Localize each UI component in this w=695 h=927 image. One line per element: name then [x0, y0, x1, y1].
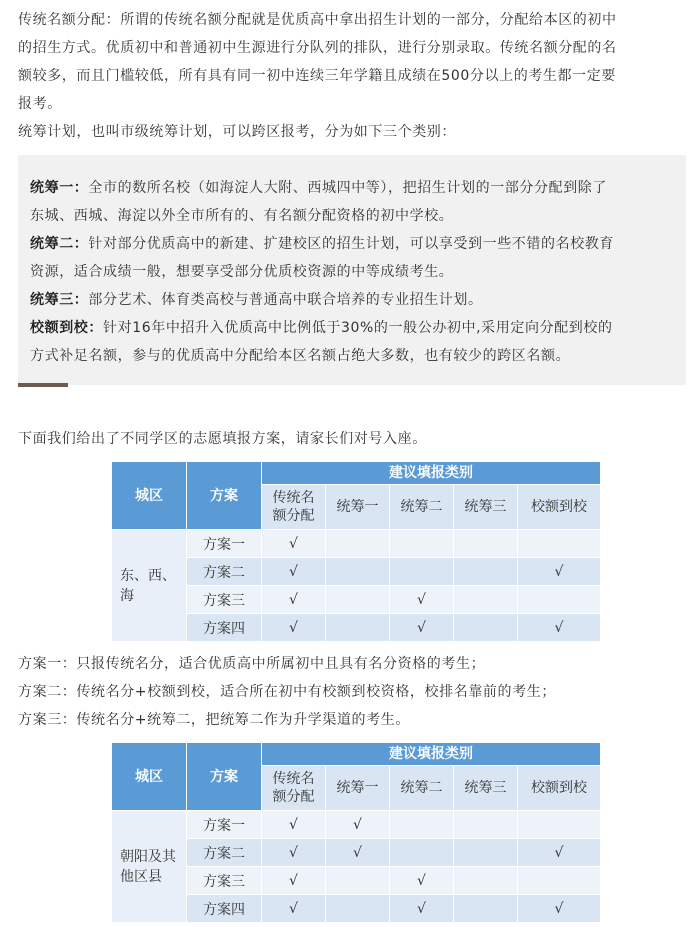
check-mark: √ [518, 558, 600, 585]
plan-cell: 方案四 [187, 614, 261, 641]
check-mark [454, 530, 517, 557]
check-mark [454, 558, 517, 585]
table-row [112, 811, 600, 838]
header-plan: 方案 [187, 462, 261, 529]
check-mark: √ [326, 839, 389, 866]
intro-line-1: 传统名额分配：所谓的传统名额分配就是优质高中拿出招生计划的一部分，分配给本区的初中 [18, 12, 617, 28]
category-4-line-1 [30, 314, 676, 342]
check-mark [518, 811, 600, 838]
category-4-text: 针对16年中招升入优质高中比例低于30%的一般公办初中,采用定向分配到校的 [103, 320, 613, 336]
check-mark [326, 867, 389, 894]
header-col-1 [262, 766, 325, 810]
header-col-1 [262, 485, 325, 529]
category-2-line-2: 资源，适合成绩一般，想要享受部分优质校资源的中等成绩考生。 [30, 264, 454, 280]
check-mark [390, 811, 453, 838]
check-mark: √ [262, 895, 325, 922]
check-mark [454, 614, 517, 641]
header-region: 城区 [112, 743, 186, 810]
category-4-label: 校额到校： [30, 320, 103, 336]
header-col-3: 统筹二 [390, 485, 453, 529]
plan-cell: 方案四 [187, 895, 261, 922]
check-mark: √ [326, 811, 389, 838]
plan-table-2 [111, 742, 601, 923]
header-col-3: 统筹二 [390, 766, 453, 810]
check-mark: √ [390, 867, 453, 894]
check-mark [390, 558, 453, 585]
region-line-2: 他区县 [120, 868, 162, 885]
check-mark: √ [518, 614, 600, 641]
table-row [112, 530, 600, 557]
category-1-label: 统筹一： [30, 180, 89, 196]
check-mark: √ [262, 614, 325, 641]
check-mark [326, 558, 389, 585]
region-line-1: 朝阳及其 [120, 848, 176, 865]
check-mark: √ [390, 895, 453, 922]
plan-cell: 方案一 [187, 811, 261, 838]
lead-text: 下面我们给出了不同学区的志愿填报方案，请家长们对号入座。 [18, 431, 427, 447]
header-group: 建议填报类别 [262, 743, 600, 765]
plan-cell: 方案二 [187, 839, 261, 866]
check-mark: √ [262, 558, 325, 585]
check-mark [518, 867, 600, 894]
header-col-1-b: 额分配 [272, 789, 315, 805]
header-col-5: 校额到校 [518, 485, 600, 529]
region-cell [112, 530, 186, 641]
plan-cell: 方案三 [187, 586, 261, 613]
check-mark: √ [518, 839, 600, 866]
category-4-line-2: 方式补足名额，参与的优质高中分配给本区名额占绝大多数，也有较少的跨区名额。 [30, 348, 571, 364]
header-col-1-a: 传统名 [272, 490, 315, 506]
intro-line-4: 报考。 [18, 96, 62, 112]
region-line-2: 海 [120, 587, 134, 604]
check-mark: √ [262, 586, 325, 613]
check-mark [326, 530, 389, 557]
plan-cell: 方案三 [187, 867, 261, 894]
category-3-line-1 [30, 286, 676, 314]
category-2-line-1 [30, 230, 676, 258]
header-col-5: 校额到校 [518, 766, 600, 810]
plan-cell: 方案一 [187, 530, 261, 557]
check-mark: √ [390, 586, 453, 613]
region-cell [112, 811, 186, 922]
check-mark [454, 839, 517, 866]
check-mark [326, 586, 389, 613]
check-mark: √ [518, 895, 600, 922]
header-col-2: 统筹一 [326, 485, 389, 529]
check-mark [518, 586, 600, 613]
category-3-text: 部分艺术、体育类高校与普通高中联合培养的专业招生计划。 [88, 292, 483, 308]
check-mark: √ [262, 530, 325, 557]
category-1-text: 全市的数所名校（如海淀人大附、西城四中等），把招生计划的一部分分配到除了 [88, 180, 608, 196]
check-mark: √ [262, 839, 325, 866]
plan-cell: 方案二 [187, 558, 261, 585]
check-mark [326, 895, 389, 922]
header-region: 城区 [112, 462, 186, 529]
intro-line-5: 统筹计划，也叫市级统筹计划，可以跨区报考，分为如下三个类别： [18, 124, 456, 140]
category-3-label: 统筹三： [30, 292, 89, 308]
category-2-text: 针对部分优质高中的新建、扩建校区的招生计划，可以享受到一些不错的名校教育 [88, 236, 615, 252]
check-mark [454, 811, 517, 838]
check-mark: √ [262, 867, 325, 894]
category-1-line-1 [30, 174, 676, 202]
check-mark [518, 530, 600, 557]
check-mark [390, 530, 453, 557]
intro-line-2: 的招生方式。优质初中和普通初中生源进行分队列的排队，进行分别录取。传统名额分配的名 [18, 40, 617, 56]
category-1-line-2: 东城、西城、海淀以外全市所有的、有名额分配资格的初中学校。 [30, 208, 454, 224]
header-col-1-a: 传统名 [272, 771, 315, 787]
intro-line-3: 额较多，而且门槛较低，所有具有同一初中连续三年学籍且成绩在500分以上的考生都一定要 [18, 68, 616, 84]
note-2: 方案二：传统名分+校额到校，适合所在初中有校额到校资格，校排名靠前的考生； [18, 684, 556, 700]
check-mark [454, 895, 517, 922]
header-group: 建议填报类别 [262, 462, 600, 484]
header-col-4: 统筹三 [454, 766, 517, 810]
check-mark [454, 586, 517, 613]
note-3: 方案三：传统名分+统筹二，把统筹二作为升学渠道的考生。 [18, 712, 410, 728]
header-col-2: 统筹一 [326, 766, 389, 810]
check-mark [390, 839, 453, 866]
check-mark: √ [262, 811, 325, 838]
note-1: 方案一：只报传统名分，适合优质高中所属初中且具有名分资格的考生； [18, 656, 486, 672]
box-accent-bar [18, 383, 68, 387]
header-col-1-b: 额分配 [272, 508, 315, 524]
plan-table-1 [111, 461, 601, 642]
header-plan: 方案 [187, 743, 261, 810]
header-col-4: 统筹三 [454, 485, 517, 529]
region-line-1: 东、西、 [120, 567, 176, 584]
category-2-label: 统筹二： [30, 236, 89, 252]
check-mark [326, 614, 389, 641]
check-mark [454, 867, 517, 894]
check-mark: √ [390, 614, 453, 641]
